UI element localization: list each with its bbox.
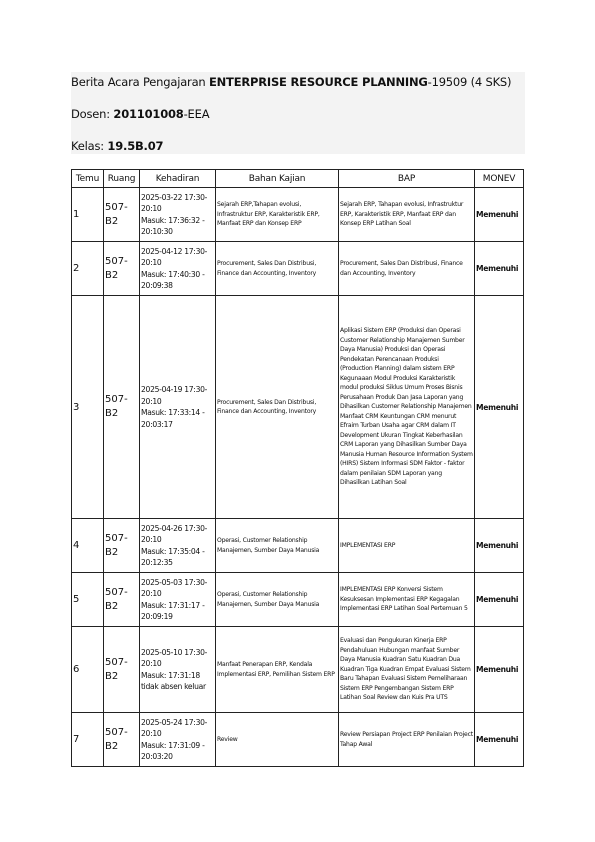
bap-cell: Aplikasi Sistem ERP (Produksi dan Operasi Customer Relationship Manajemen Sumber Daya Manusia) Produksi dan Operasi Pendekatan Perencanaan Produksi (Production Planning) dalam sistem ERP Kegunaaan Modul Produksi Karakteristik modul produksi Siklus Umum Proses Bisnis Perusahaan Produk Dan Jasa Laporan yang Dihasilkan Customer Relationship Manajemen Manfaat CRM Keuntungan CRM menurut Efraim Turban Usaha agar CRM dalam IT Development Ukuran Tingkat Keberhasilan CRM Laporan yang Dihasilkan Sumber Daya Manusia Human Resource Information System (HIRS) Sistem Informasi SDM Faktor - faktor dalam penilaian SDM Laporan yang Dihasilkan Latihan Soal <box>339 296 475 519</box>
class-code: 19.5B.07 <box>107 139 164 153</box>
bahan-kajian-cell: Manfaat Penerapan ERP, Kendala Implementasi ERP, Pemilihan Sistem ERP <box>216 627 339 713</box>
session-time: 2025-04-12 17:30-20:10 <box>141 246 208 267</box>
ruang-cell: 507-B2 <box>104 188 140 242</box>
monev-cell: Memenuhi <box>475 713 524 767</box>
bap-cell: Evaluasi dan Pengukuran Kinerja ERP Pendahuluan Hubungan manfaat Sumber Daya Manusia Kuadran Satu Kuadran Dua Kuadran Tiga Kuadran Empat Evaluasi Sistem Baru Tahapan Evaluasi Sistem Pemeliharaan Sistem ERP Pengembangan Sistem ERP Latihan Soal Review dan Kuis Pra UTS <box>339 627 475 713</box>
session-time: 2025-04-19 17:30-20:10 <box>141 385 208 406</box>
session-time: 2025-05-10 17:30-20:10 <box>141 647 208 668</box>
lecturer-line <box>71 107 209 121</box>
table-row <box>72 713 524 767</box>
bahan-kajian-cell: Procurement, Sales Dan Distribusi, Finance dan Accounting, Inventory <box>216 296 339 519</box>
check-in-time: Masuk: 17:33:14 - 20:03:17 <box>141 408 205 429</box>
bahan-kajian-cell: Operasi, Customer Relationship Manajemen, Sumber Daya Manusia <box>216 573 339 627</box>
monev-cell: Memenuhi <box>475 188 524 242</box>
column-header-ruang: Ruang <box>104 170 140 188</box>
temu-cell: 2 <box>72 242 104 296</box>
monev-cell: Memenuhi <box>475 296 524 519</box>
temu-cell: 4 <box>72 519 104 573</box>
ruang-cell: 507-B2 <box>104 713 140 767</box>
bahan-kajian-cell: Review <box>216 713 339 767</box>
session-time: 2025-03-22 17:30-20:10 <box>141 192 208 213</box>
course-name: ENTERPRISE RESOURCE PLANNING <box>208 75 428 89</box>
column-header-monev: MONEV <box>475 170 524 188</box>
report-header <box>71 72 525 154</box>
course-code: -19509 (4 SKS) <box>427 75 512 89</box>
bap-cell: Review Persiapan Project ERP Penilaian Project Tahap Awal <box>339 713 475 767</box>
check-out-note: tidak absen keluar <box>141 682 206 691</box>
table-row <box>72 573 524 627</box>
temu-cell: 5 <box>72 573 104 627</box>
session-time: 2025-04-26 17:30-20:10 <box>141 523 208 544</box>
title-prefix: Berita Acara Pengajaran <box>71 75 209 89</box>
bap-cell: IMPLEMENTASI ERP Konversi Sistem Kesuksesan Implementasi ERP Kegagalan Implementasi ERP Latihan Soal Pertemuan 5 <box>339 573 475 627</box>
check-in-time: Masuk: 17:35:04 - 20:12:35 <box>141 546 205 567</box>
ruang-cell: 507-B2 <box>104 627 140 713</box>
kehadiran-cell <box>140 573 216 627</box>
table-row <box>72 242 524 296</box>
kehadiran-cell <box>140 242 216 296</box>
attendance-table <box>71 169 524 767</box>
lecturer-code: -EEA <box>183 107 210 121</box>
check-in-time: Masuk: 17:31:09 - 20:03:20 <box>141 740 205 761</box>
bap-cell: Procurement, Sales Dan Distribusi, Finance dan Accounting, Inventory <box>339 242 475 296</box>
monev-cell: Memenuhi <box>475 627 524 713</box>
ruang-cell: 507-B2 <box>104 519 140 573</box>
ruang-cell: 507-B2 <box>104 242 140 296</box>
monev-cell: Memenuhi <box>475 242 524 296</box>
table-row <box>72 188 524 242</box>
table-row <box>72 519 524 573</box>
report-title <box>71 75 511 89</box>
check-in-time: Masuk: 17:40:30 - 20:09:38 <box>141 269 205 290</box>
lecturer-id: 201101008 <box>113 107 184 121</box>
monev-cell: Memenuhi <box>475 519 524 573</box>
session-time: 2025-05-03 17:30-20:10 <box>141 577 208 598</box>
ruang-cell: 507-B2 <box>104 573 140 627</box>
bahan-kajian-cell: Sejarah ERP,Tahapan evolusi, Infrastruktur ERP, Karakteristik ERP, Manfaat ERP dan Konsep ERP <box>216 188 339 242</box>
check-in-time: Masuk: 17:36:32 - 20:10:30 <box>141 215 205 236</box>
table-header-row <box>72 170 524 188</box>
column-header-bahan-kajian: Bahan Kajian <box>216 170 339 188</box>
check-in-time: Masuk: 17:31:18 <box>141 670 200 680</box>
kehadiran-cell <box>140 713 216 767</box>
ruang-cell: 507-B2 <box>104 296 140 519</box>
column-header-kehadiran: Kehadiran <box>140 170 216 188</box>
table-row <box>72 296 524 519</box>
temu-cell: 1 <box>72 188 104 242</box>
kehadiran-cell <box>140 296 216 519</box>
column-header-temu: Temu <box>72 170 104 188</box>
bahan-kajian-cell: Operasi, Customer Relationship Manajemen, Sumber Daya Manusia <box>216 519 339 573</box>
temu-cell: 3 <box>72 296 104 519</box>
column-header-bap: BAP <box>339 170 475 188</box>
table-row <box>72 627 524 713</box>
class-label: Kelas: <box>71 139 108 153</box>
temu-cell: 6 <box>72 627 104 713</box>
bap-cell: Sejarah ERP, Tahapan evolusi, Infrastruktur ERP, Karakteristik ERP, Manfaat ERP dan Konsep ERP Latihan Soal <box>339 188 475 242</box>
session-time: 2025-05-24 17:30-20:10 <box>141 717 208 738</box>
class-line <box>71 139 163 153</box>
bap-cell: IMPLEMENTASI ERP <box>339 519 475 573</box>
monev-cell: Memenuhi <box>475 573 524 627</box>
kehadiran-cell <box>140 519 216 573</box>
kehadiran-cell <box>140 627 216 713</box>
temu-cell: 7 <box>72 713 104 767</box>
bahan-kajian-cell: Procurement, Sales Dan Distribusi, Finance dan Accounting, Inventory <box>216 242 339 296</box>
lecturer-label: Dosen: <box>71 107 114 121</box>
check-in-time: Masuk: 17:31:17 - 20:09:19 <box>141 600 205 621</box>
kehadiran-cell <box>140 188 216 242</box>
